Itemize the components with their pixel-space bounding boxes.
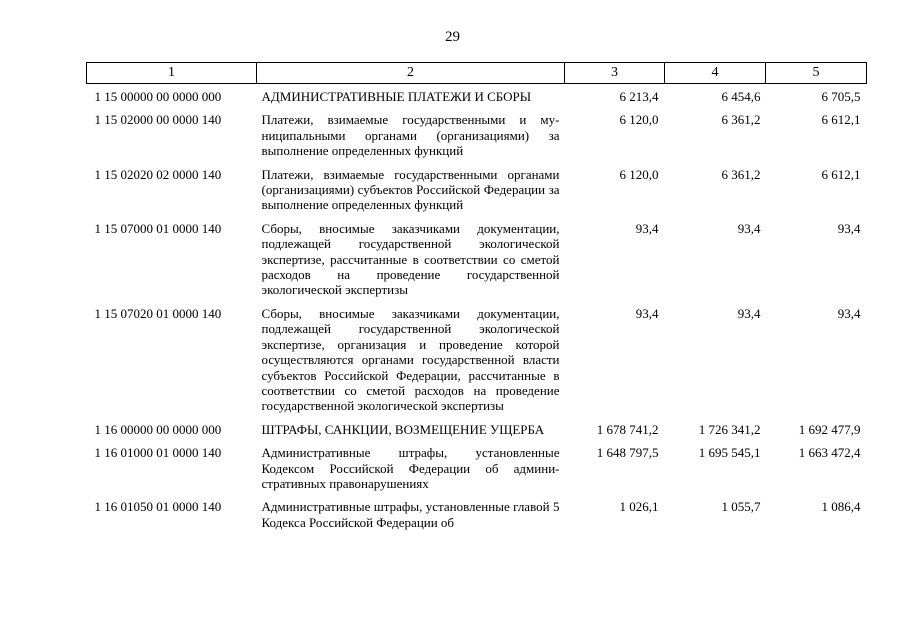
budget-code: 1 16 01000 01 0000 140 xyxy=(94,445,222,461)
column-header-2: 2 xyxy=(257,63,565,84)
column-header-1: 1 xyxy=(87,63,257,84)
column-header-5: 5 xyxy=(766,63,867,84)
value-col-3: 6 213,4 xyxy=(619,89,659,104)
budget-code: 1 15 02020 02 0000 140 xyxy=(94,166,222,182)
table-row xyxy=(87,440,867,494)
value-col-4: 1 726 341,2 xyxy=(698,421,761,437)
item-name: Административные штрафы, установленные главой 5 Кодекса Российской Федерации об xyxy=(261,499,560,530)
column-header-4: 4 xyxy=(665,63,766,84)
table-row xyxy=(87,162,867,216)
value-col-4: 6 361,2 xyxy=(721,112,761,128)
value-col-5: 6 612,1 xyxy=(821,112,861,128)
value-col-5: 1 692 477,9 xyxy=(798,421,861,437)
table-row xyxy=(87,494,867,533)
value-col-4: 1 055,7 xyxy=(721,499,761,515)
item-name: АДМИНИСТРАТИВНЫЕ ПЛАТЕЖИ И СБОРЫ xyxy=(261,89,532,104)
value-col-5: 6 612,1 xyxy=(821,166,861,182)
budget-revenue-table xyxy=(86,62,867,533)
value-col-5: 93,4 xyxy=(837,305,861,321)
value-col-3: 1 026,1 xyxy=(619,499,659,515)
table-row xyxy=(87,417,867,440)
table-row xyxy=(87,107,867,161)
item-name: Административные штрафы, установленные Кодексом Российской Федерации об административных правонарушениях xyxy=(261,445,560,491)
item-name: Платежи, взимаемые государственными органами (организациями) субъектов Российской Федерации за выполнение определенных функций xyxy=(261,166,560,213)
item-name: Сборы, вносимые заказчиками документации, подлежащей государственной экологической экспертизе, рассчитанные в соответствии со сметой расходов на проведение государственной экологической экспертизы xyxy=(261,220,560,298)
column-header-3: 3 xyxy=(565,63,665,84)
value-col-5: 1 086,4 xyxy=(821,499,861,515)
budget-code: 1 16 01050 01 0000 140 xyxy=(94,499,222,515)
value-col-3: 93,4 xyxy=(635,220,659,236)
value-col-3: 1 678 741,2 xyxy=(596,421,659,437)
table-row xyxy=(87,216,867,301)
value-col-5: 1 663 472,4 xyxy=(798,445,861,461)
budget-code: 1 15 07020 01 0000 140 xyxy=(94,305,222,321)
value-col-5: 6 705,5 xyxy=(821,89,861,104)
item-name: Сборы, вносимые заказчиками документации, подлежащей государственной экологической экспертизе, организация и проведение которой осуществляются органами государственной власти субъектов Российской Федерации, рассчитанные в соответствии со сметой расходов на проведение государственной экологической экспертизы xyxy=(261,305,560,414)
value-col-4: 1 695 545,1 xyxy=(698,445,761,461)
value-col-3: 1 648 797,5 xyxy=(596,445,659,461)
value-col-3: 6 120,0 xyxy=(619,166,659,182)
value-col-3: 93,4 xyxy=(635,305,659,321)
table-row xyxy=(87,301,867,417)
table-header-row xyxy=(87,63,867,84)
table-row xyxy=(87,84,867,108)
value-col-4: 6 361,2 xyxy=(721,166,761,182)
item-name: ШТРАФЫ, САНКЦИИ, ВОЗМЕЩЕНИЕ УЩЕРБА xyxy=(261,421,545,437)
page-number: 29 xyxy=(445,29,460,45)
value-col-5: 93,4 xyxy=(837,220,861,236)
value-col-4: 93,4 xyxy=(737,305,761,321)
item-name: Платежи, взимаемые государственными и муниципальными органами (организациями) за выполнение определенных функций xyxy=(261,112,560,159)
budget-code: 1 15 02000 00 0000 140 xyxy=(94,112,222,128)
value-col-4: 93,4 xyxy=(737,220,761,236)
budget-code: 1 15 07000 01 0000 140 xyxy=(94,220,222,236)
value-col-3: 6 120,0 xyxy=(619,112,659,128)
value-col-4: 6 454,6 xyxy=(721,89,761,104)
budget-code: 1 15 00000 00 0000 000 xyxy=(94,89,222,104)
budget-code: 1 16 00000 00 0000 000 xyxy=(94,421,222,437)
